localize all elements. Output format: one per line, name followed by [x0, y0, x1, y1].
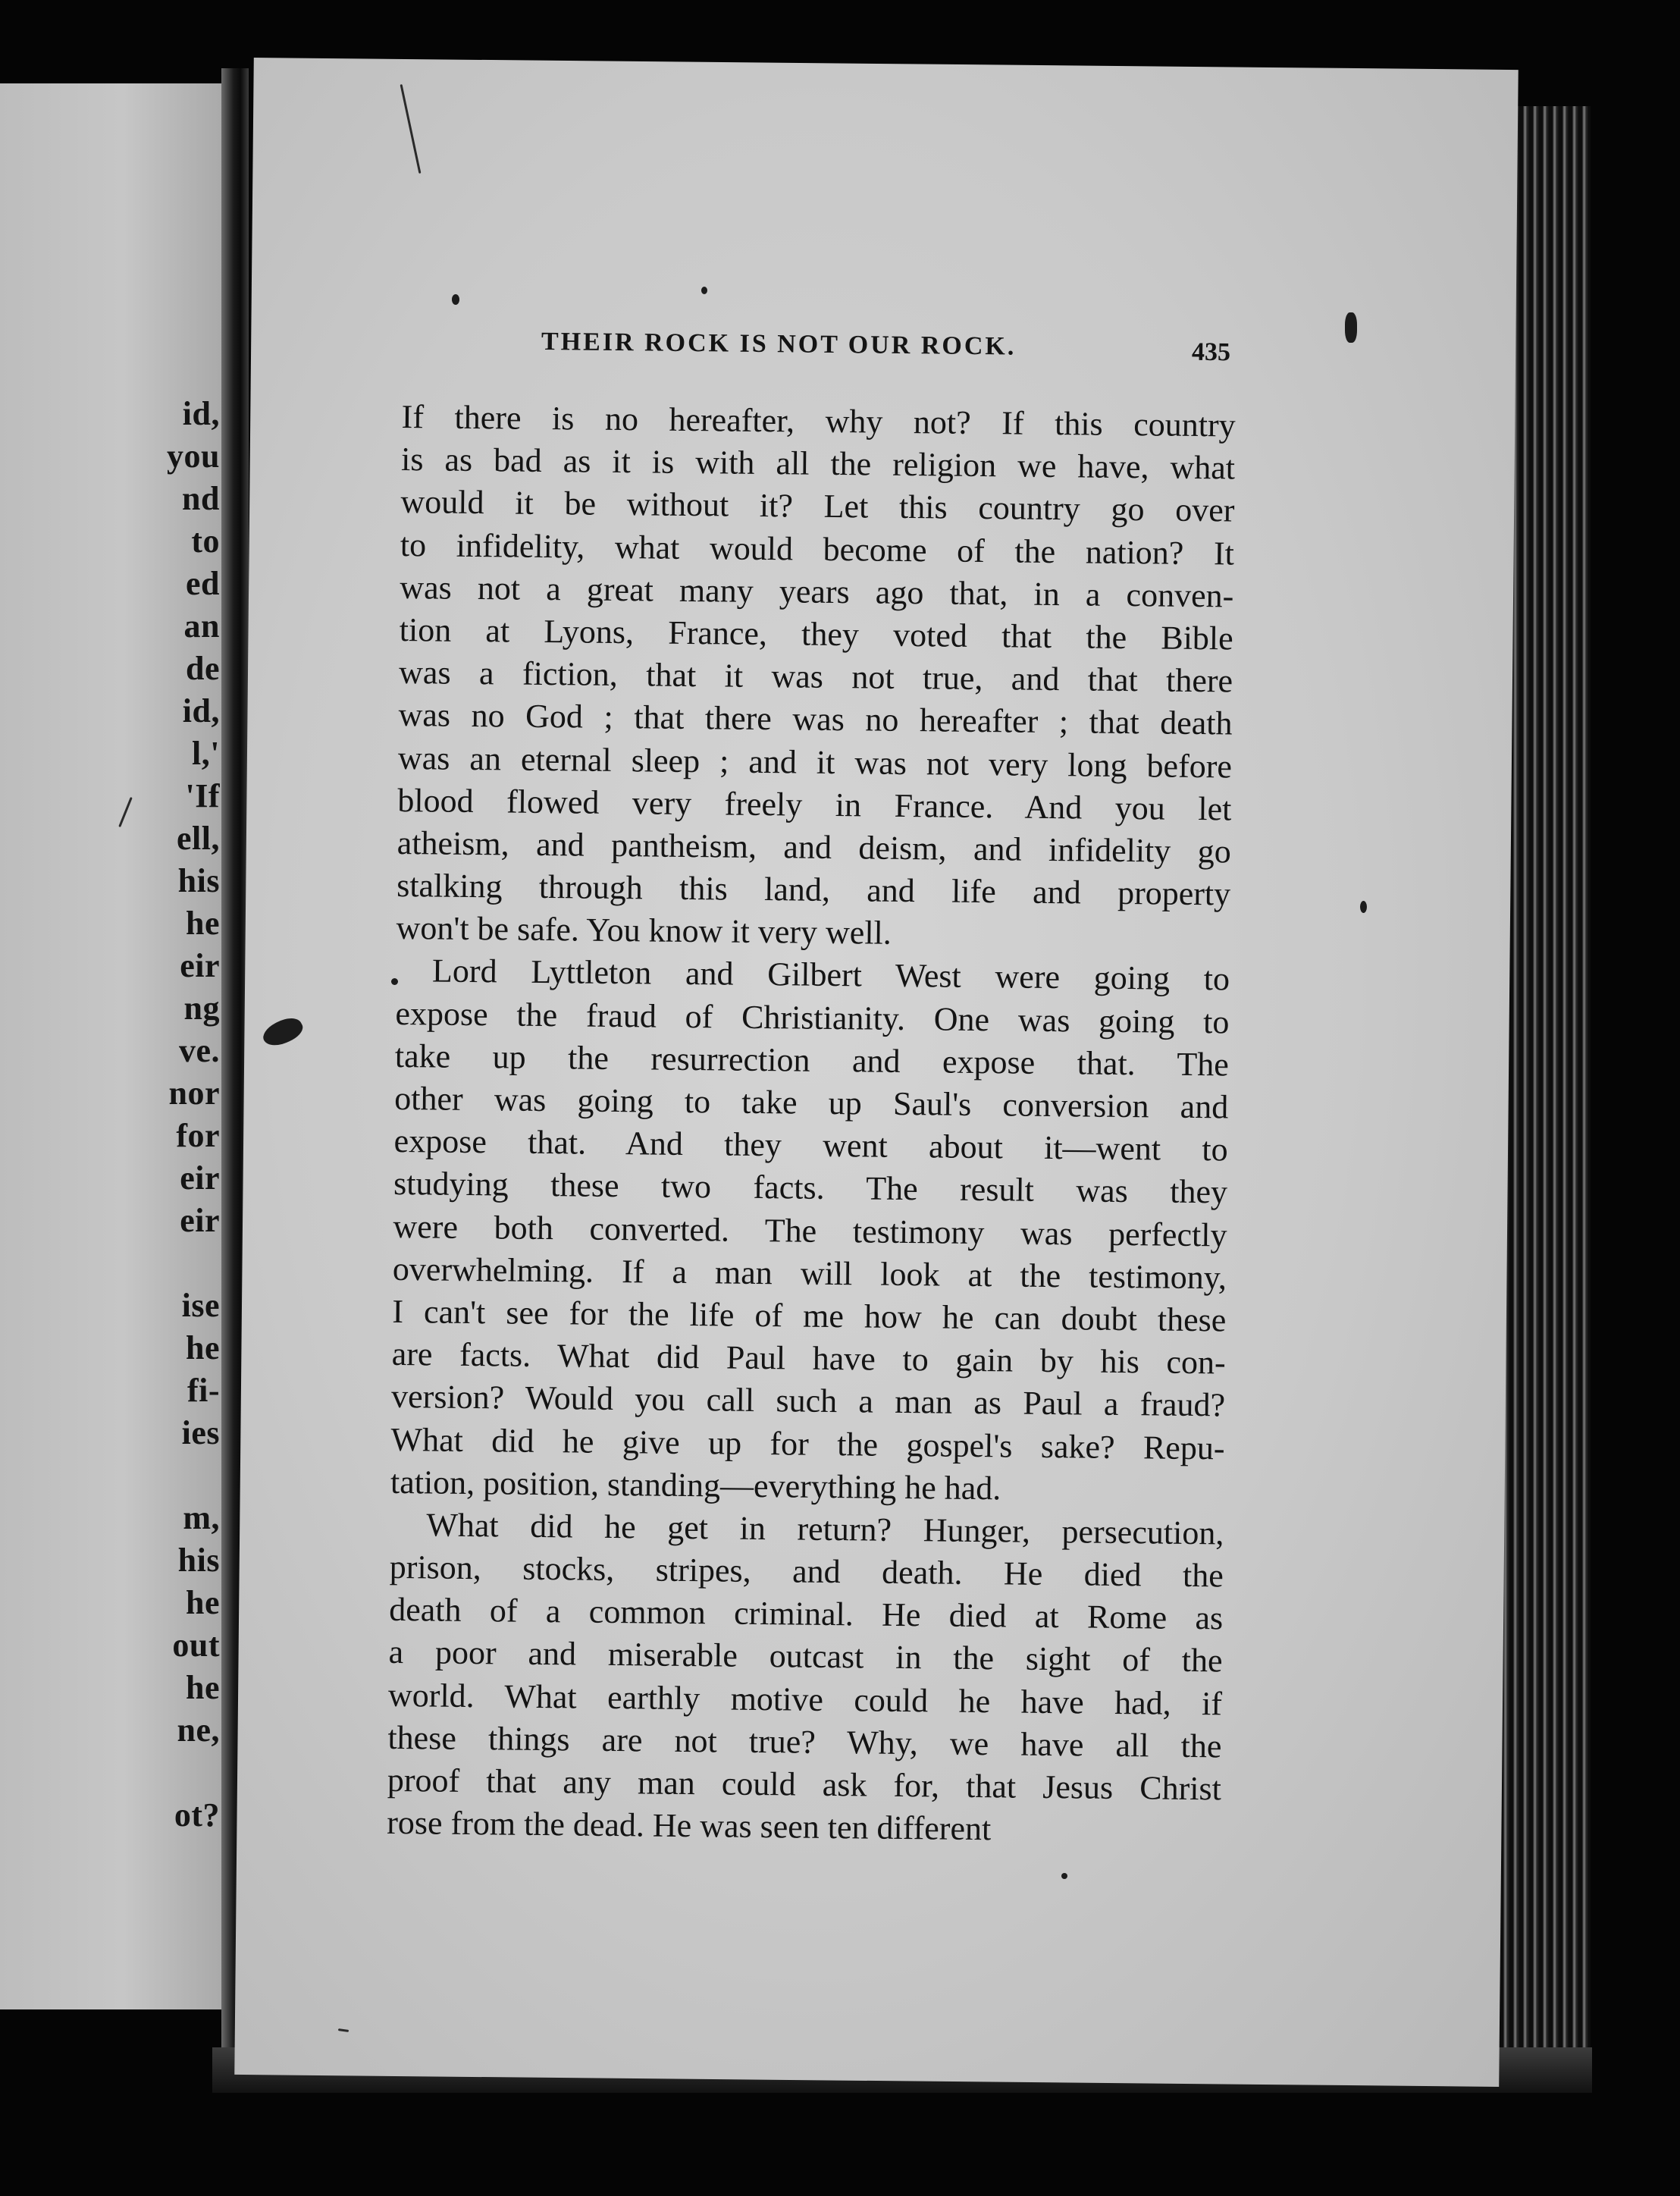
text-line: would it be without it? Let this country go over — [400, 483, 1235, 529]
text-line: was a fiction, that it was not true, and that there — [398, 654, 1233, 700]
left-page-line-fragment: nd — [182, 480, 220, 517]
ink-speck — [1061, 1873, 1067, 1879]
text-line: won't be safe. You know it very well. — [396, 909, 892, 952]
left-page-line-fragment: ise — [181, 1287, 220, 1324]
text-line: to infidelity, what would become of the nation? It — [400, 525, 1235, 573]
text-line: What did he get in return? Hunger, persecution, — [426, 1506, 1224, 1552]
left-page-line-fragment: eir — [180, 1202, 220, 1239]
left-page-line-fragment: he — [186, 1584, 220, 1621]
text-line: is as bad as it is with all the religion we have, what — [400, 441, 1236, 487]
text-line: atheism, and pantheism, and deism, and infidelity go — [396, 824, 1232, 871]
left-page-line-fragment: ell, — [177, 820, 220, 857]
left-page-line-fragment: ne, — [177, 1711, 220, 1749]
left-page-line-fragment: he — [186, 905, 220, 942]
left-page-line-fragment: he — [186, 1669, 220, 1706]
left-page-line-fragment: you — [167, 438, 220, 475]
left-page-line-fragment: his — [177, 862, 220, 899]
text-line: death of a common criminal. He died at Rome as — [388, 1591, 1224, 1637]
text-line: were both converted. The testimony was perfectly — [393, 1207, 1227, 1254]
text-line: stalking through this land, and life and property — [396, 867, 1231, 913]
left-page-line-fragment: out — [172, 1627, 220, 1664]
body-text — [387, 396, 1236, 1853]
left-page-line-fragment — [0, 1752, 220, 1794]
left-page-line-fragment: 'If — [185, 777, 220, 814]
left-page-line-fragment: eir — [180, 1159, 220, 1197]
left-page-line-fragment: to — [191, 522, 220, 560]
ink-speck — [452, 294, 459, 305]
text-line: rose from the dead. He was seen ten different — [387, 1804, 992, 1848]
text-line: studying these two facts. The result was they — [393, 1165, 1228, 1211]
ink-speck — [1360, 901, 1367, 913]
text-line: are facts. What did Paul have to gain by his con- — [391, 1335, 1226, 1382]
ink-speck — [391, 978, 398, 985]
text-line: take up the resurrection and expose that. The — [394, 1037, 1230, 1084]
text-line: tion at Lyons, France, they voted that the Bible — [399, 610, 1233, 657]
page-number: 435 — [1191, 337, 1231, 367]
text-line: If there is no hereafter, why not? If this country — [401, 397, 1236, 444]
left-page-line-fragment: he — [186, 1329, 220, 1366]
left-page-line-fragment: ot? — [174, 1796, 220, 1834]
left-page-line-fragment: ed — [186, 565, 220, 602]
left-page-line-fragment: for — [176, 1117, 220, 1154]
left-page-line-fragment: ng — [183, 990, 220, 1027]
left-page-line-fragment: an — [183, 607, 220, 645]
text-line: other was going to take up Saul's conversion and — [394, 1079, 1229, 1126]
left-page-line-fragment: id, — [182, 692, 220, 729]
running-head: THEIR ROCK IS NOT OUR ROCK. — [541, 328, 1017, 361]
left-page-line-fragment — [0, 1242, 220, 1285]
ink-speck — [701, 287, 707, 294]
text-line: What did he give up for the gospel's sake? Repu- — [390, 1420, 1225, 1467]
text-line: expose the fraud of Christianity. One was going to — [395, 994, 1230, 1041]
left-page-line-fragment: m, — [183, 1499, 220, 1536]
text-line: Lord Lyttleton and Gilbert West were going to — [431, 952, 1230, 998]
text-line: prison, stocks, stripes, and death. He died the — [389, 1548, 1224, 1595]
text-line: overwhelming. If a man will look at the testimony, — [392, 1250, 1227, 1297]
text-line: expose that. And they went about it—went to — [393, 1122, 1228, 1169]
text-line: these things are not true? Why, we have all the — [387, 1718, 1222, 1765]
text-line: proof that any man could ask for, that Jesus Christ — [387, 1761, 1222, 1808]
left-page-line-fragment: nor — [168, 1074, 220, 1112]
left-page-line-fragment: l,' — [192, 735, 220, 772]
left-page-line-fragment: de — [186, 650, 220, 687]
left-page-line-fragment: id, — [182, 395, 220, 432]
text-line: was no God ; that there was no hereafter ; that death — [398, 696, 1233, 742]
left-page-line-fragment: eir — [180, 947, 220, 984]
ink-speck — [1345, 312, 1357, 343]
left-page-line-fragment: his — [177, 1542, 220, 1579]
text-line: world. What earthly motive could he have had, if — [387, 1676, 1223, 1723]
left-page-line-fragment: ve. — [178, 1032, 220, 1069]
text-line: tation, position, standing—everything he had. — [390, 1463, 1001, 1507]
text-line: a poor and miserable outcast in the sight of the — [388, 1633, 1223, 1680]
left-page-line-fragment: fi- — [186, 1372, 220, 1409]
text-line: was an eternal sleep ; and it was not very long before — [397, 739, 1233, 785]
left-page-line-fragment — [0, 1454, 220, 1497]
text-line: I can't see for the life of me how he can doubt these — [392, 1292, 1227, 1339]
text-line: version? Would you call such a man as Paul a fraud? — [390, 1378, 1226, 1424]
left-page-line-fragment: ies — [181, 1414, 220, 1451]
text-line: was not a great many years ago that, in a conven- — [400, 568, 1234, 615]
text-line: blood flowed very freely in France. And you let — [397, 781, 1232, 828]
left-page-text-fragments — [0, 393, 220, 1837]
